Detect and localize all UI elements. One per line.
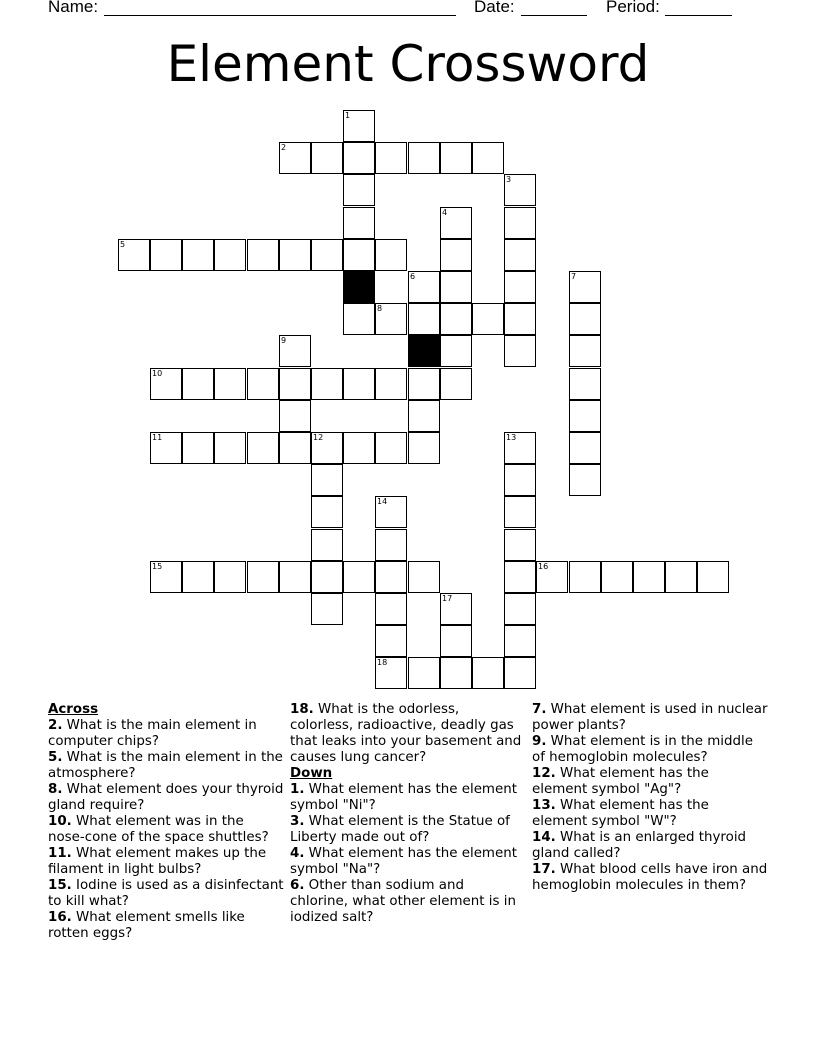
crossword-cell[interactable]	[408, 400, 440, 432]
down-clue-list-part-1	[290, 782, 526, 926]
clue-number: 16.	[48, 910, 72, 925]
crossword-cell-18[interactable]	[375, 657, 407, 689]
clue	[48, 910, 284, 942]
clue	[290, 846, 526, 878]
crossword-cell-12[interactable]	[311, 432, 343, 464]
crossword-cell[interactable]	[569, 368, 601, 400]
clue-number: 12.	[532, 766, 556, 781]
clue-number: 18.	[290, 702, 314, 717]
crossword-cell[interactable]	[504, 335, 536, 367]
crossword-cell[interactable]	[279, 432, 311, 464]
crossword-cell[interactable]	[343, 368, 375, 400]
crossword-cell[interactable]	[472, 142, 504, 174]
crossword-cell[interactable]	[408, 142, 440, 174]
crossword-cell[interactable]	[311, 561, 343, 593]
crossword-cell[interactable]	[569, 464, 601, 496]
clue-text: What is an enlarged thyroid gland called?	[532, 830, 747, 861]
crossword-cell[interactable]	[440, 368, 472, 400]
clue	[290, 814, 526, 846]
crossword-cell-15[interactable]	[150, 561, 182, 593]
crossword-cell[interactable]	[504, 561, 536, 593]
crossword-cell[interactable]	[247, 368, 279, 400]
crossword-cell[interactable]	[504, 657, 536, 689]
clue-text: What element was in the nose-cone of the space shuttles?	[48, 814, 269, 845]
clue-number: 17	[442, 594, 453, 603]
crossword-cell[interactable]	[569, 303, 601, 335]
clue-number: 5	[120, 240, 126, 249]
crossword-cell[interactable]	[279, 239, 311, 271]
clue-text: What element has the element symbol "Ni"?	[290, 782, 517, 813]
clue	[532, 862, 768, 894]
crossword-cell[interactable]	[408, 657, 440, 689]
clue-number: 7	[571, 272, 577, 281]
crossword-cell[interactable]	[601, 561, 633, 593]
clue-text: What element smells like rotten eggs?	[48, 910, 245, 941]
clue	[532, 830, 768, 862]
crossword-cell[interactable]	[665, 561, 697, 593]
clue-column-2	[290, 702, 526, 926]
crossword-cell[interactable]	[408, 368, 440, 400]
clue-number: 18	[377, 658, 388, 667]
clue	[48, 782, 284, 814]
crossword-cell-17[interactable]	[440, 593, 472, 625]
clue-number: 6	[410, 272, 416, 281]
across-heading: Across	[48, 702, 99, 717]
crossword-cell[interactable]	[375, 432, 407, 464]
crossword-cell[interactable]	[343, 174, 375, 206]
clue-number: 11	[152, 433, 163, 442]
clue-number: 1	[345, 111, 351, 120]
crossword-cell[interactable]	[311, 464, 343, 496]
date-label: Date:	[474, 0, 515, 16]
black-square	[343, 271, 375, 303]
crossword-cell-9[interactable]	[279, 335, 311, 367]
crossword-cell[interactable]	[408, 432, 440, 464]
crossword-cell[interactable]	[440, 335, 472, 367]
period-label: Period:	[606, 0, 660, 16]
crossword-cell[interactable]	[343, 207, 375, 239]
clue-number: 14.	[532, 830, 556, 845]
crossword-cell[interactable]	[440, 142, 472, 174]
crossword-cell[interactable]	[343, 239, 375, 271]
crossword-cell[interactable]	[504, 207, 536, 239]
clue	[290, 782, 526, 814]
clue	[48, 750, 284, 782]
clue-number: 15	[152, 562, 163, 571]
crossword-cell[interactable]	[311, 593, 343, 625]
clue-text: What element has the element symbol "W"?	[532, 798, 709, 829]
crossword-cell[interactable]	[440, 303, 472, 335]
crossword-cell-1[interactable]	[343, 110, 375, 142]
down-heading: Down	[290, 766, 333, 781]
clue-number: 8	[377, 304, 383, 313]
crossword-cell[interactable]	[214, 432, 246, 464]
crossword-cell[interactable]	[504, 593, 536, 625]
clue-text: Iodine is used as a disinfectant to kill what?	[48, 878, 284, 909]
clue	[48, 814, 284, 846]
clue	[48, 718, 284, 750]
clue-column-3	[532, 702, 768, 894]
clue-number: 1.	[290, 782, 305, 797]
crossword-cell-6[interactable]	[408, 271, 440, 303]
clue-number: 4	[442, 208, 448, 217]
crossword-cell[interactable]	[375, 239, 407, 271]
clue-number: 11.	[48, 846, 72, 861]
crossword-cell[interactable]	[375, 529, 407, 561]
crossword-cell[interactable]	[569, 335, 601, 367]
crossword-cell[interactable]	[440, 657, 472, 689]
clue-column-1	[48, 702, 284, 942]
crossword-cell[interactable]	[375, 368, 407, 400]
clue-number: 9	[281, 336, 287, 345]
crossword-cell-13[interactable]	[504, 432, 536, 464]
crossword-cell[interactable]	[504, 239, 536, 271]
clue-number: 9.	[532, 734, 547, 749]
crossword-cell[interactable]	[247, 239, 279, 271]
crossword-cell[interactable]	[214, 239, 246, 271]
clue-number: 5.	[48, 750, 63, 765]
crossword-cell[interactable]	[569, 400, 601, 432]
crossword-cell[interactable]	[343, 561, 375, 593]
clue-number: 6.	[290, 878, 305, 893]
clue-number: 16	[538, 562, 549, 571]
crossword-cell[interactable]	[375, 561, 407, 593]
crossword-cell-8[interactable]	[375, 303, 407, 335]
crossword-cell[interactable]	[569, 561, 601, 593]
crossword-cell[interactable]	[182, 239, 214, 271]
clue-number: 17.	[532, 862, 556, 877]
crossword-cell[interactable]	[408, 561, 440, 593]
crossword-cell[interactable]	[504, 496, 536, 528]
name-label: Name:	[48, 0, 99, 16]
crossword-cell-11[interactable]	[150, 432, 182, 464]
crossword-cell[interactable]	[311, 239, 343, 271]
crossword-cell[interactable]	[440, 271, 472, 303]
crossword-cell[interactable]	[343, 303, 375, 335]
crossword-cell[interactable]	[472, 303, 504, 335]
crossword-cell[interactable]	[279, 561, 311, 593]
clue	[48, 878, 284, 910]
clue-number: 8.	[48, 782, 63, 797]
crossword-cell[interactable]	[375, 625, 407, 657]
clue	[48, 846, 284, 878]
crossword-cell-3[interactable]	[504, 174, 536, 206]
crossword-cell[interactable]	[375, 593, 407, 625]
crossword-cell[interactable]	[504, 303, 536, 335]
crossword-cell-10[interactable]	[150, 368, 182, 400]
clue-text: What element is the Statue of Liberty made out of?	[290, 814, 510, 845]
clue-text: What element makes up the filament in light bulbs?	[48, 846, 267, 877]
clue-number: 13.	[532, 798, 556, 813]
crossword-cell[interactable]	[375, 142, 407, 174]
clue-number: 13	[506, 433, 517, 442]
clue-text: What blood cells have iron and hemoglobin molecules in them?	[532, 862, 768, 893]
crossword-cell[interactable]	[311, 496, 343, 528]
crossword-cell[interactable]	[472, 657, 504, 689]
crossword-cell[interactable]	[182, 432, 214, 464]
clue	[290, 702, 526, 766]
black-square	[408, 335, 440, 367]
crossword-cell[interactable]	[311, 368, 343, 400]
clue-text: Other than sodium and chlorine, what other element is in iodized salt?	[290, 878, 516, 925]
crossword-cell[interactable]	[182, 561, 214, 593]
clue-number: 12	[313, 433, 324, 442]
clue	[532, 734, 768, 766]
clue-number: 4.	[290, 846, 305, 861]
clue-number: 2.	[48, 718, 63, 733]
clue-number: 10	[152, 369, 163, 378]
clue-text: What element is used in nuclear power plants?	[532, 702, 768, 733]
crossword-cell[interactable]	[182, 368, 214, 400]
clue	[290, 878, 526, 926]
clue	[532, 798, 768, 830]
crossword-cell[interactable]	[343, 432, 375, 464]
crossword-cell[interactable]	[279, 368, 311, 400]
crossword-cell[interactable]	[697, 561, 729, 593]
crossword-cell[interactable]	[247, 561, 279, 593]
crossword-cell-14[interactable]	[375, 496, 407, 528]
clue-number: 7.	[532, 702, 547, 717]
crossword-cell-4[interactable]	[440, 207, 472, 239]
crossword-cell[interactable]	[440, 239, 472, 271]
crossword-cell[interactable]	[311, 529, 343, 561]
clue-text: What element is in the middle of hemoglobin molecules?	[532, 734, 753, 765]
crossword-cell[interactable]	[214, 368, 246, 400]
clue	[532, 702, 768, 734]
clue-number: 10.	[48, 814, 72, 829]
clue-number: 2	[281, 143, 287, 152]
clue	[532, 766, 768, 798]
crossword-cell[interactable]	[343, 142, 375, 174]
crossword-cell[interactable]	[150, 239, 182, 271]
clue-text: What is the odorless, colorless, radioactive, deadly gas that leaks into your basement and causes lung cancer?	[290, 702, 522, 765]
crossword-cell-5[interactable]	[118, 239, 150, 271]
crossword-cell[interactable]	[504, 625, 536, 657]
crossword-cell-16[interactable]	[536, 561, 568, 593]
crossword-cell[interactable]	[504, 529, 536, 561]
clue-number: 3	[506, 175, 512, 184]
clue-text: What element does your thyroid gland require?	[48, 782, 284, 813]
crossword-cell[interactable]	[440, 625, 472, 657]
crossword-cell[interactable]	[504, 271, 536, 303]
crossword-cell-7[interactable]	[569, 271, 601, 303]
crossword-cell[interactable]	[633, 561, 665, 593]
across-clue-list-part-1	[48, 718, 284, 942]
crossword-cell[interactable]	[569, 432, 601, 464]
clue-number: 14	[377, 497, 388, 506]
crossword-cell[interactable]	[408, 303, 440, 335]
crossword-cell[interactable]	[311, 142, 343, 174]
crossword-cell[interactable]	[504, 464, 536, 496]
clue-number: 15.	[48, 878, 72, 893]
down-clue-list-part-2	[532, 702, 768, 894]
page-title: Element Crossword	[166, 35, 650, 93]
clue-number: 3.	[290, 814, 305, 829]
crossword-cell-2[interactable]	[279, 142, 311, 174]
clue-text: What element has the element symbol "Ag"?	[532, 766, 709, 797]
clue-text: What element has the element symbol "Na"?	[290, 846, 517, 877]
clue-text: What is the main element in computer chips?	[48, 718, 257, 749]
crossword-cell[interactable]	[214, 561, 246, 593]
crossword-cell[interactable]	[279, 400, 311, 432]
clue-text: What is the main element in the atmosphere?	[48, 750, 283, 781]
crossword-cell[interactable]	[247, 432, 279, 464]
across-clue-list-part-2	[290, 702, 526, 766]
